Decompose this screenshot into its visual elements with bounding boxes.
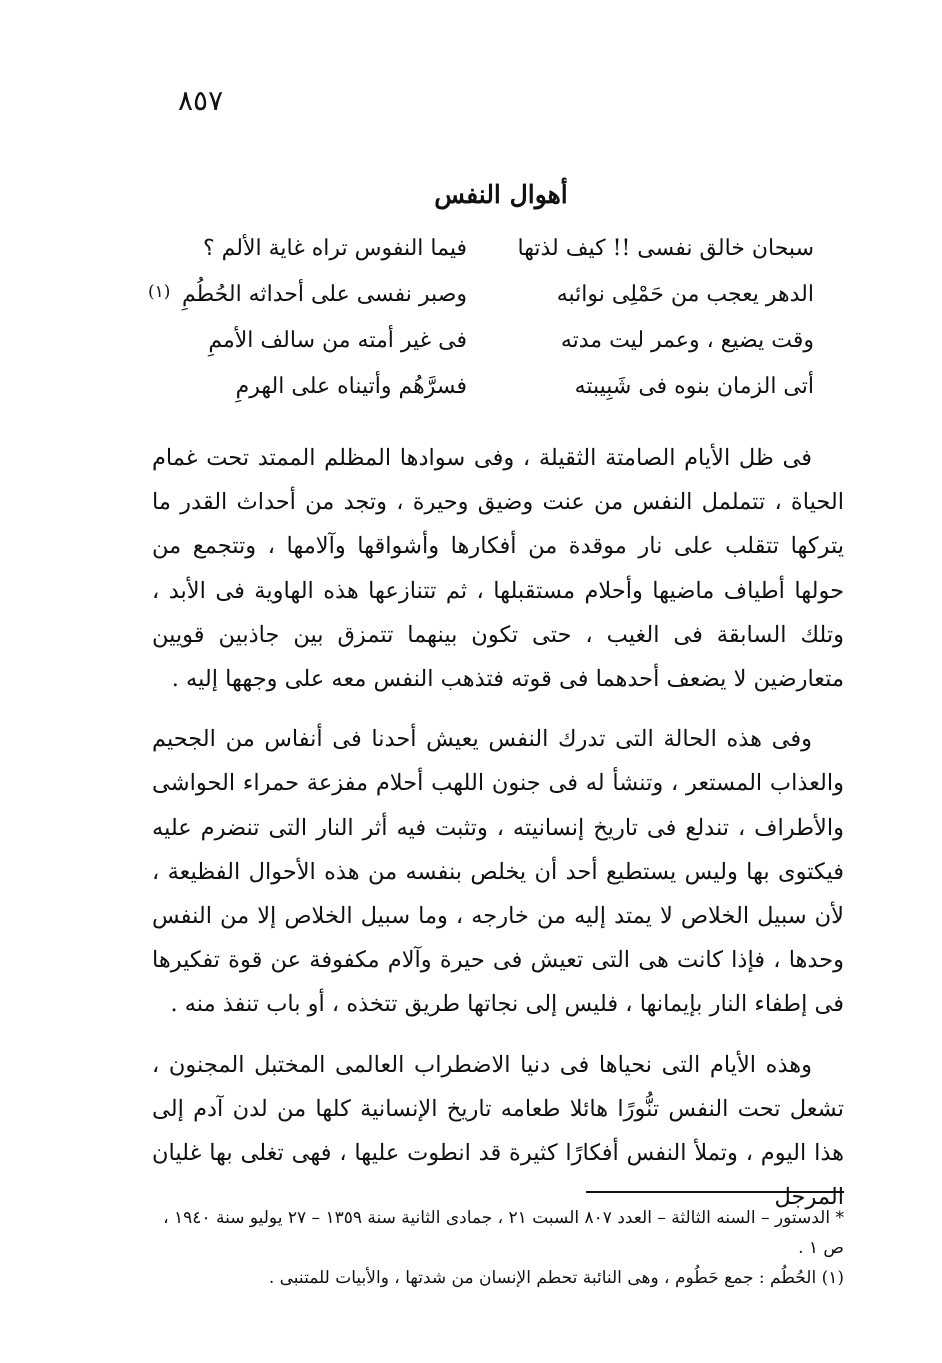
verse-first-hemistich: وقت يضيع ، وعمر ليت مدته bbox=[560, 328, 814, 353]
poem-verse bbox=[150, 328, 814, 374]
source-note: * الدستور – السنه الثالثة – العدد ٨٠٧ السبت ٢١ ، جمادى الثانية سنة ١٣٥٩ – ٢٧ يوليو سنة ١٩٤٠ ، ص ١ . bbox=[163, 1208, 844, 1258]
footnote-marker: (١) bbox=[148, 282, 171, 302]
verse-second-hemistich: فى غير أمته من سالف الأممِ bbox=[208, 328, 467, 353]
poem bbox=[150, 236, 814, 420]
footnote: (١) الحُطُم : جمع حَطُوم ، وهى النائبة تحطم الإنسان من شدتها ، والأبيات للمتنبى . bbox=[268, 1268, 844, 1288]
footnote-divider bbox=[586, 1191, 844, 1193]
verse-second-hemistich: فيما النفوس تراه غاية الألم ؟ bbox=[202, 236, 467, 261]
verse-second-hemistich: وصبر نفسى على أحداثه الحُطُمِ bbox=[181, 282, 467, 307]
verse-first-hemistich: الدهر يعجب من حَمْلِى نوائبه bbox=[556, 282, 814, 307]
verse-second-hemistich: فسرَّهُم وأتيناه على الهرمِ bbox=[235, 374, 467, 399]
poem-verse bbox=[150, 236, 814, 282]
paragraph: فى ظل الأيام الصامتة الثقيلة ، وفى سوادها المظلم الممتد تحت غمام الحياة ، تتململ النفس من عنت وضيق وحيرة ، وتجد من أحداث القدر ما يتركها تتقلب على نار موقدة من أفكارها وأشواقها وآلامها ، وتتجمع من حولها أطياف ماضيها وأحلام مستقبلها ، ثم تتنازعها هذه الهاوية فى الأبد ، وتلك السابقة فى الغيب ، حتى تكون بينهما تتمزق بين جاذبين قويين متعارضين لا يضعف أحدهما فى قوته فتذهب النفس معه على وجهها إليه . bbox=[152, 445, 844, 693]
article-title-text: أهوال النفس bbox=[434, 180, 568, 209]
paragraph: وهذه الأيام التى نحياها فى دنيا الاضطراب العالمى المختبل المجنون ، تشعل تحت النفس تنُّورًا هائلا طعامه تاريخ الإنسانية كلها من لدن آدم إلى هذا اليوم ، وتملأ النفس أفكارًا كثيرة قد انطوت عليها ، فهى تغلى بها غليان المرجل bbox=[152, 1051, 844, 1211]
footnotes bbox=[150, 1203, 844, 1293]
verse-first-hemistich: أتى الزمان بنوه فى شَبِيبته bbox=[574, 374, 814, 399]
paragraph: وفى هذه الحالة التى تدرك النفس يعيش أحدنا فى أنفاس من الجحيم والعذاب المستعر ، وتنشأ له فى جنون اللهب أحلام مفزعة حمراء الحواشى والأطراف ، تندلع فى تاريخ إنسانيته ، وتثبت فيه أثر النار التى تنضرم عليه فيكتوى بها وليس يستطيع أحد أن يخلص بنفسه من هذه الأحوال الفظيعة ، لأن سبيل الخلاص لا يمتد إليه من خارجه ، وما سبيل الخلاص إلا من النفس وحدها ، فإذا كانت هى التى تعيش فى حيرة وآلام مكفوفة عن قوة تفكيرها فى إطفاء النار بإيمانها ، فليس إلى نجاتها طريق تتخذه ، أو باب تنفذ منه . bbox=[152, 726, 844, 1018]
poem-verse bbox=[150, 282, 814, 328]
article-title bbox=[0, 180, 942, 209]
page-number: ٨٥٧ bbox=[178, 84, 224, 117]
poem-verse bbox=[150, 374, 814, 420]
verse-first-hemistich: سبحان خالق نفسى !! كيف لذتها bbox=[517, 236, 814, 261]
article-body bbox=[152, 436, 844, 1235]
